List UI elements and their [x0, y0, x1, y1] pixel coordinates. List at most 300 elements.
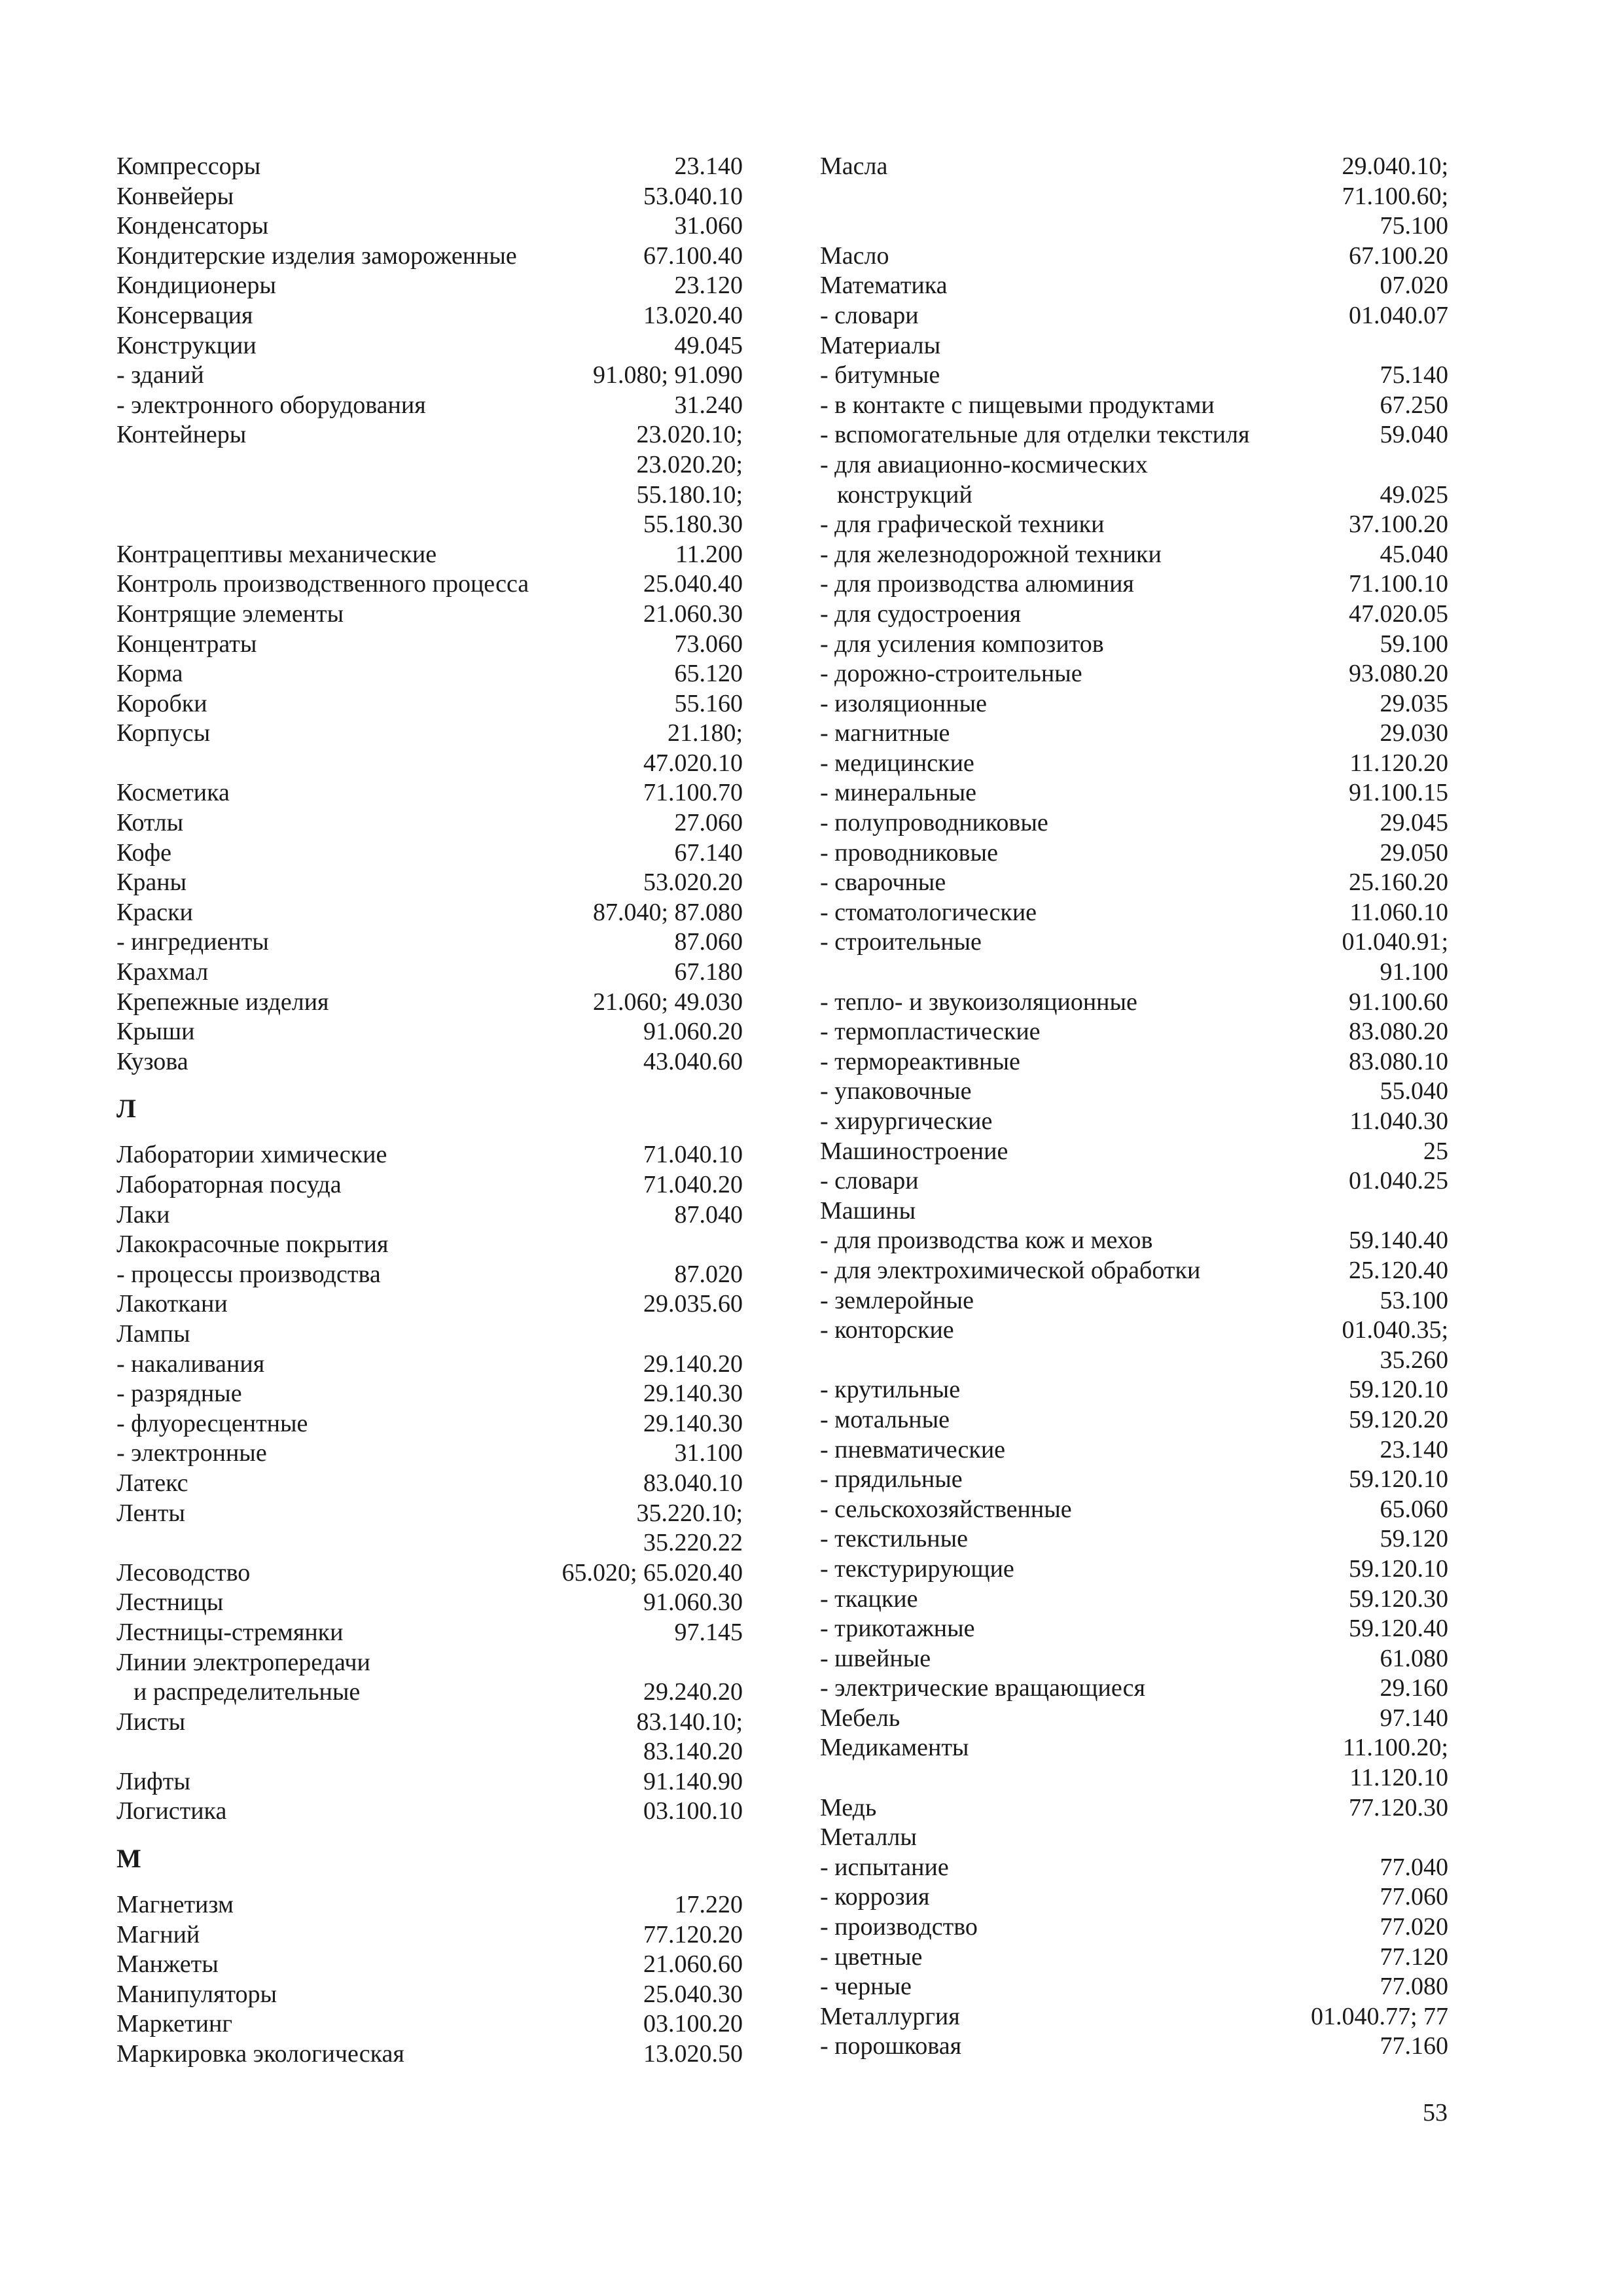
index-term: Математика [820, 272, 948, 300]
index-term: - строительные [820, 928, 982, 956]
ics-code: 73.060 [674, 630, 743, 658]
index-entry [820, 2002, 1448, 2032]
index-term: - мотальные [820, 1405, 950, 1433]
index-term: - черные [820, 1973, 912, 2001]
ics-code: 45.040 [1380, 540, 1448, 568]
ics-code: 67.250 [1380, 391, 1448, 419]
index-entry [116, 480, 743, 511]
index-term: конструкций [837, 480, 972, 509]
ics-code: 59.120.10 [1349, 1465, 1448, 1494]
index-term: - для судостроения [820, 600, 1022, 628]
index-entry [820, 1943, 1448, 1973]
index-term: - медицинские [820, 749, 974, 777]
index-entry [116, 361, 743, 391]
ics-code: 93.080.20 [1349, 660, 1448, 688]
index-term: Лестницы-стремянки [116, 1618, 344, 1646]
index-term: Кондитерские изделия замороженные [116, 242, 517, 270]
index-entry [820, 152, 1448, 182]
index-entry [116, 1737, 743, 1767]
index-entry [820, 1912, 1448, 1943]
index-entry [116, 630, 743, 660]
ics-code: 75.140 [1380, 361, 1448, 389]
index-term: Конструкции [116, 331, 257, 359]
index-entry [820, 450, 1448, 480]
index-term: - испытание [820, 1853, 949, 1881]
index-term: - текстурирующие [820, 1554, 1014, 1583]
index-term: - электрические вращающиеся [820, 1674, 1146, 1702]
index-entry [116, 1588, 743, 1618]
ics-code: 01.040.25 [1349, 1167, 1448, 1195]
index-entry [820, 1972, 1448, 2002]
index-term: Листы [116, 1708, 186, 1736]
index-term: Краски [116, 898, 193, 926]
ics-code: 23.020.10; [636, 421, 743, 449]
ics-code: 29.030 [1380, 719, 1448, 747]
ics-code: 67.140 [674, 838, 743, 867]
index-term: Ленты [116, 1499, 185, 1527]
index-entry [820, 1196, 1448, 1227]
index-term: - полупроводниковые [820, 809, 1048, 837]
index-entry [820, 1554, 1448, 1585]
index-term: - пневматические [820, 1435, 1006, 1463]
ics-code: 01.040.35; [1342, 1316, 1448, 1344]
ics-code: 87.040 [674, 1200, 743, 1229]
ics-code: 11.120.20 [1349, 749, 1448, 777]
index-term: Кофе [116, 838, 171, 867]
index-term: - битумные [820, 361, 940, 389]
index-entry [820, 1047, 1448, 1077]
ics-code: 59.120 [1380, 1525, 1448, 1553]
index-term: Металлы [820, 1823, 917, 1852]
ics-code: 07.020 [1380, 272, 1448, 300]
index-term: - хирургические [820, 1107, 993, 1135]
index-entry [116, 1797, 743, 1827]
index-term: Маркетинг [116, 2010, 232, 2038]
ics-code: 25.120.40 [1349, 1256, 1448, 1284]
ics-code: 21.060.60 [643, 1950, 743, 1979]
index-entry [116, 391, 743, 421]
index-entry [820, 898, 1448, 928]
index-entry [116, 1890, 743, 1920]
index-term: Масло [820, 242, 889, 270]
index-entry [116, 1920, 743, 1950]
ics-code: 61.080 [1380, 1644, 1448, 1672]
index-entry [116, 988, 743, 1018]
ics-code: 97.145 [674, 1618, 743, 1646]
index-term: - магнитные [820, 719, 950, 747]
index-term: Корма [116, 660, 183, 688]
ics-code: 21.060; 49.030 [592, 988, 743, 1016]
ics-code: 83.080.10 [1349, 1047, 1448, 1075]
ics-code: 87.040; 87.080 [592, 898, 743, 926]
index-term: Лампы [116, 1319, 190, 1348]
index-term: Лаборатории химические [116, 1141, 387, 1169]
index-entry [820, 1017, 1448, 1047]
index-entry [820, 540, 1448, 570]
ics-code: 91.100.15 [1349, 779, 1448, 807]
ics-code: 71.100.70 [643, 779, 743, 807]
ics-code: 29.035 [1380, 689, 1448, 717]
index-entry [116, 211, 743, 242]
index-entry [820, 1793, 1448, 1823]
index-term: - накаливания [116, 1350, 265, 1378]
index-term: Лаки [116, 1200, 170, 1229]
index-term: Контрацептивы механические [116, 540, 437, 568]
section-letter-heading: М [116, 1844, 141, 1874]
index-entry [820, 1405, 1448, 1435]
index-term: - сельскохозяйственные [820, 1495, 1072, 1523]
ics-code: 83.080.20 [1349, 1018, 1448, 1046]
ics-code: 71.040.20 [643, 1171, 743, 1198]
ics-code: 77.040 [1380, 1853, 1448, 1881]
index-entry [116, 1767, 743, 1797]
index-column-left [116, 152, 743, 2070]
ics-code: 31.060 [674, 212, 743, 240]
index-term: Машины [820, 1196, 916, 1225]
index-term: Медикаменты [820, 1734, 969, 1762]
index-entry [116, 958, 743, 988]
index-term: - прядильные [820, 1465, 963, 1494]
ics-code: 01.040.07 [1349, 301, 1448, 329]
ics-code: 21.060.30 [643, 600, 743, 628]
ics-code: 23.020.20; [636, 450, 743, 478]
ics-code: 87.020 [674, 1260, 743, 1288]
index-entry [116, 1558, 743, 1588]
index-entry [820, 1644, 1448, 1674]
index-term: - электронные [116, 1439, 267, 1467]
index-term: - дорожно-строительные [820, 660, 1082, 688]
index-entry [116, 659, 743, 689]
ics-code: 77.160 [1380, 2032, 1448, 2060]
index-entry [820, 182, 1448, 212]
index-entry [820, 211, 1448, 242]
index-term: - землеройные [820, 1286, 974, 1314]
index-entry [820, 838, 1448, 869]
index-entry [820, 1346, 1448, 1376]
index-term: - для производства кож и мехов [820, 1227, 1153, 1255]
ics-code: 91.140.90 [643, 1767, 743, 1795]
ics-code: 47.020.05 [1349, 600, 1448, 628]
ics-code: 59.100 [1380, 630, 1448, 658]
index-term: - ткацкие [820, 1585, 918, 1613]
index-entry [116, 1469, 743, 1499]
index-entry [116, 301, 743, 331]
index-entry [116, 1260, 743, 1290]
index-term: - тепло- и звукоизоляционные [820, 988, 1137, 1016]
index-entry [820, 659, 1448, 689]
ics-code: 83.140.20 [643, 1738, 743, 1766]
index-term: - текстильные [820, 1525, 968, 1553]
index-term: - процессы производства [116, 1260, 381, 1288]
index-entry [116, 808, 743, 838]
ics-code: 23.140 [674, 152, 743, 180]
ics-code: 11.060.10 [1349, 898, 1448, 926]
ics-code: 49.045 [674, 331, 743, 359]
index-entry [820, 1256, 1448, 1286]
index-term: - термореактивные [820, 1047, 1020, 1075]
index-entry [116, 749, 743, 779]
ics-code: 65.060 [1380, 1495, 1448, 1523]
index-entry [820, 719, 1448, 749]
ics-code: 59.140.40 [1349, 1227, 1448, 1255]
page-number: 53 [1423, 2099, 1448, 2126]
index-entry [820, 391, 1448, 421]
ics-code: 83.140.10; [636, 1708, 743, 1736]
ics-code: 55.180.10; [636, 480, 743, 509]
index-entry [116, 450, 743, 480]
index-term: - словари [820, 1167, 919, 1195]
ics-code: 91.100 [1380, 958, 1448, 986]
index-entry [116, 838, 743, 869]
index-term: Краны [116, 869, 187, 897]
ics-code: 29.040.10; [1342, 152, 1448, 180]
index-term: - производство [820, 1913, 978, 1941]
index-term: Маркировка экологическая [116, 2040, 404, 2068]
index-entry [116, 1017, 743, 1047]
ics-code: 75.100 [1380, 212, 1448, 240]
index-term: Медь [820, 1793, 877, 1821]
index-entry [820, 2032, 1448, 2062]
index-term: Контроль производственного процесса [116, 570, 529, 598]
ics-code: 71.100.60; [1342, 182, 1448, 210]
index-entry [116, 1200, 743, 1230]
index-term: - сварочные [820, 869, 946, 897]
ics-code: 67.180 [674, 958, 743, 986]
index-entry [116, 1409, 743, 1439]
ics-code: 35.220.22 [643, 1529, 743, 1557]
ics-code: 03.100.10 [643, 1797, 743, 1825]
ics-code: 59.120.20 [1349, 1405, 1448, 1433]
index-term: Крахмал [116, 958, 209, 986]
index-entry [820, 1375, 1448, 1405]
index-entry [116, 927, 743, 958]
ics-code: 29.160 [1380, 1674, 1448, 1702]
ics-code: 55.040 [1380, 1077, 1448, 1105]
index-entry [820, 1704, 1448, 1734]
index-entry [820, 420, 1448, 450]
index-entry [820, 361, 1448, 391]
index-entry [820, 301, 1448, 331]
ics-code: 29.035.60 [643, 1290, 743, 1318]
index-term: Контрящие элементы [116, 600, 344, 628]
ics-code: 29.050 [1380, 838, 1448, 867]
index-entry [820, 1823, 1448, 1853]
index-entry [116, 898, 743, 928]
index-term: Лабораторная посуда [116, 1171, 342, 1198]
index-term: Кузова [116, 1047, 188, 1075]
index-entry [820, 1585, 1448, 1615]
index-entry [820, 778, 1448, 808]
ics-code: 03.100.20 [643, 2010, 743, 2038]
ics-code: 77.020 [1380, 1913, 1448, 1941]
index-term: Магний [116, 1920, 200, 1948]
ics-code: 91.080; 91.090 [592, 361, 743, 389]
index-term: Лестницы [116, 1588, 224, 1617]
section-letter-heading: Л [116, 1094, 136, 1124]
index-entry [116, 1708, 743, 1738]
ics-code: 13.020.50 [643, 2040, 743, 2068]
index-term: Конвейеры [116, 182, 234, 210]
ics-code: 17.220 [674, 1891, 743, 1919]
index-term: Манипуляторы [116, 1980, 277, 2008]
index-term: - ингредиенты [116, 928, 269, 956]
ics-code: 97.140 [1380, 1704, 1448, 1732]
ics-code: 65.120 [674, 660, 743, 688]
index-term: Лесоводство [116, 1558, 251, 1587]
index-term: - разрядные [116, 1380, 242, 1408]
index-term: Металлургия [820, 2002, 960, 2030]
index-entry [116, 1980, 743, 2010]
ics-code: 29.240.20 [643, 1678, 743, 1706]
index-term: Масла [820, 152, 888, 180]
ics-code: 23.120 [674, 272, 743, 300]
ics-code: 67.100.40 [643, 242, 743, 270]
ics-code: 59.120.10 [1349, 1554, 1448, 1583]
index-term: Латекс [116, 1469, 188, 1497]
index-term: - минеральные [820, 779, 976, 807]
index-term: Кондиционеры [116, 272, 276, 300]
index-term: - цветные [820, 1943, 923, 1971]
index-term: Крепежные изделия [116, 988, 329, 1016]
index-entry [820, 630, 1448, 660]
index-term: - упаковочные [820, 1077, 972, 1105]
index-entry [820, 1882, 1448, 1912]
ics-code: 67.100.20 [1349, 242, 1448, 270]
index-entry [116, 1950, 743, 1980]
index-term: Лакокрасочные покрытия [116, 1230, 389, 1259]
ics-code: 91.060.20 [643, 1018, 743, 1046]
index-entry [820, 510, 1448, 540]
index-term: - для авиационно-космических [820, 450, 1148, 478]
index-term: - для усиления композитов [820, 630, 1104, 658]
index-entry [116, 271, 743, 301]
index-term: Косметика [116, 779, 230, 807]
index-term: Материалы [820, 331, 941, 359]
index-term: - швейные [820, 1644, 931, 1672]
index-entry [116, 2009, 743, 2039]
index-entry [820, 271, 1448, 301]
index-entry [116, 1648, 743, 1678]
index-term: - изоляционные [820, 689, 987, 717]
ics-code: 91.100.60 [1349, 988, 1448, 1016]
index-term: - коррозия [820, 1883, 930, 1911]
ics-code: 27.060 [674, 809, 743, 837]
ics-code: 65.020; 65.020.40 [562, 1558, 743, 1587]
index-entry [116, 689, 743, 719]
index-entry [820, 689, 1448, 719]
index-entry [116, 510, 743, 540]
ics-code: 11.120.10 [1349, 1764, 1448, 1792]
index-entry [820, 868, 1448, 898]
index-entry [116, 719, 743, 749]
ics-code: 59.120.30 [1349, 1585, 1448, 1613]
ics-code: 43.040.60 [643, 1047, 743, 1075]
index-entry [820, 600, 1448, 630]
index-entry [116, 778, 743, 808]
index-entry [820, 988, 1448, 1018]
ics-code: 11.040.30 [1349, 1107, 1448, 1135]
index-term: Магнетизм [116, 1891, 234, 1919]
ics-code: 77.120 [1380, 1943, 1448, 1971]
ics-code: 29.045 [1380, 809, 1448, 837]
index-term: - для графической техники [820, 511, 1105, 539]
ics-code: 37.100.20 [1349, 511, 1448, 539]
index-entry [116, 1047, 743, 1077]
index-term: Машиностроение [820, 1137, 1008, 1165]
index-column-right [820, 152, 1448, 2062]
index-entry [116, 1618, 743, 1648]
index-entry [820, 569, 1448, 600]
index-term: Котлы [116, 809, 184, 837]
ics-code: 29.140.30 [643, 1380, 743, 1408]
index-entry [116, 2039, 743, 2070]
ics-code: 25.160.20 [1349, 869, 1448, 897]
ics-code: 35.220.10; [636, 1499, 743, 1527]
ics-code: 25.040.40 [643, 570, 743, 598]
index-entry [820, 1137, 1448, 1167]
index-entry [820, 242, 1448, 272]
index-entry [116, 420, 743, 450]
index-entry [116, 1379, 743, 1409]
index-entry [116, 1528, 743, 1558]
index-term: - порошковая [820, 2032, 962, 2060]
index-term: - флуоресцентные [116, 1409, 308, 1437]
index-term: - для производства алюминия [820, 570, 1134, 598]
index-entry [820, 1465, 1448, 1495]
index-entry [820, 1853, 1448, 1883]
ics-code: 55.180.30 [643, 511, 743, 539]
index-entry [116, 1499, 743, 1529]
index-entry [820, 958, 1448, 988]
index-term: Лифты [116, 1767, 190, 1795]
ics-code: 59.040 [1380, 421, 1448, 449]
index-entry [116, 1170, 743, 1200]
index-term: Логистика [116, 1797, 227, 1825]
index-entry [116, 1319, 743, 1350]
index-entry [820, 480, 1448, 511]
index-entry [820, 1316, 1448, 1346]
index-entry [116, 1350, 743, 1380]
ics-code: 77.060 [1380, 1883, 1448, 1911]
ics-code: 23.140 [1380, 1435, 1448, 1463]
index-entry [116, 540, 743, 570]
index-entry [820, 1733, 1448, 1763]
ics-code: 29.140.30 [643, 1409, 743, 1437]
index-term: - крутильные [820, 1376, 961, 1404]
index-entry [116, 1439, 743, 1469]
index-term: и распределительные [134, 1678, 361, 1706]
index-term: Компрессоры [116, 152, 261, 180]
index-term: Контейнеры [116, 421, 247, 449]
ics-code: 59.120.40 [1349, 1615, 1448, 1643]
index-entry [820, 1435, 1448, 1465]
ics-code: 25.040.30 [643, 1980, 743, 2008]
index-entry [116, 569, 743, 600]
index-entry [820, 1286, 1448, 1316]
ics-code: 35.260 [1380, 1346, 1448, 1374]
index-entry [820, 1524, 1448, 1554]
index-term: - для электрохимической обработки [820, 1256, 1201, 1284]
index-term: - словари [820, 301, 919, 329]
ics-code: 31.240 [674, 391, 743, 419]
ics-code: 91.060.30 [643, 1588, 743, 1617]
index-term: Коробки [116, 689, 207, 717]
index-term: - для железнодорожной техники [820, 540, 1162, 568]
ics-code: 01.040.77; 77 [1310, 2002, 1448, 2030]
index-entry [820, 1674, 1448, 1704]
index-term: Консервация [116, 301, 253, 329]
index-entry [116, 1289, 743, 1319]
